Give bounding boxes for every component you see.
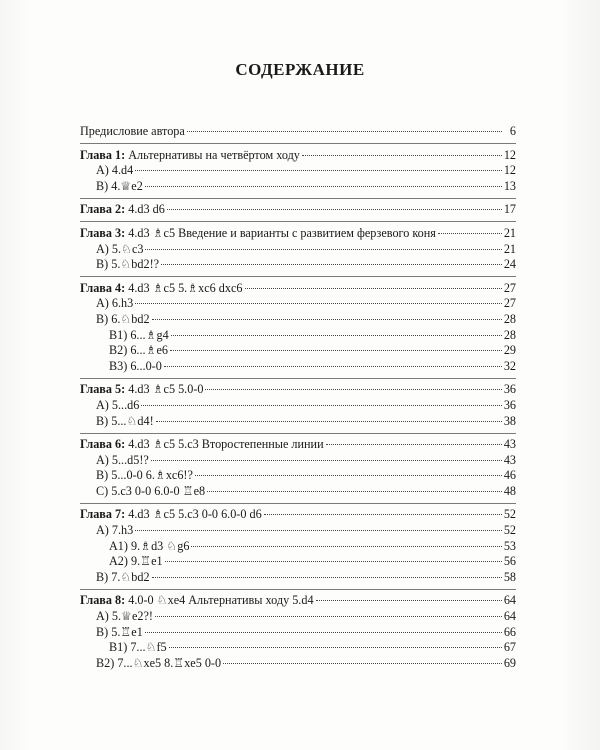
chapter-title: 4.d3 ♗c5 5.0-0	[125, 382, 204, 397]
toc-subentry[interactable]	[80, 328, 516, 344]
leader-dots	[156, 421, 502, 422]
toc-subentry[interactable]	[80, 453, 516, 469]
toc-entry-preface[interactable]	[80, 124, 516, 140]
leader-dots	[145, 186, 502, 187]
toc-entry-text: Предисловие автора	[80, 124, 185, 138]
toc-entry-text: B) 7.♘bd2	[96, 569, 150, 584]
toc-entry-text: A) 6.h3	[96, 296, 134, 311]
toc-entry-text: B1) 7...♘f5	[109, 640, 167, 655]
chapter-title: 4.0-0 ♘xe4 Альтернативы ходу 5.d4	[125, 593, 314, 608]
chapter-label: Глава 6:	[80, 437, 126, 452]
table-of-contents	[80, 124, 516, 671]
toc-chapter-2[interactable]	[80, 202, 516, 218]
leader-dots	[245, 288, 502, 289]
leader-dots	[302, 155, 502, 156]
toc-entry-text: A) 5.♘c3	[96, 241, 144, 256]
toc-page-number: 27	[503, 280, 516, 295]
section-divider	[80, 589, 516, 590]
chapter-label: Глава 3:	[80, 225, 126, 240]
toc-subentry[interactable]	[80, 656, 516, 672]
toc-entry-text: B) 5...0-0 6.♗xc6!?	[96, 468, 193, 483]
toc-chapter-7[interactable]	[80, 507, 516, 523]
toc-chapter-1[interactable]	[80, 148, 516, 164]
leader-dots	[264, 514, 502, 515]
leader-dots	[155, 616, 502, 617]
toc-page-number: 67	[503, 640, 516, 655]
toc-entry-text: B1) 6...♗g4	[109, 327, 169, 342]
leader-dots	[145, 632, 502, 633]
toc-page-number: 64	[503, 609, 516, 624]
chapter-label: Глава 4:	[80, 280, 126, 295]
toc-page-number: 66	[503, 624, 516, 639]
toc-subentry[interactable]	[80, 640, 516, 656]
toc-page-number: 36	[503, 397, 516, 412]
toc-entry-text: A) 4.d4	[96, 163, 134, 178]
toc-page-number: 6	[509, 124, 516, 138]
toc-subentry[interactable]	[80, 359, 516, 375]
toc-subentry[interactable]	[80, 625, 516, 641]
chapter-title: Альтернативы на четвёртом ходу	[125, 147, 300, 162]
section-divider	[80, 221, 516, 222]
toc-subentry[interactable]	[80, 554, 516, 570]
chapter-label: Глава 1:	[80, 147, 126, 162]
leader-dots	[326, 444, 502, 445]
leader-dots	[438, 233, 502, 234]
section-divider	[80, 143, 516, 144]
toc-entry-text: A2) 9.♖e1	[109, 554, 163, 569]
leader-dots	[164, 366, 502, 367]
leader-dots	[135, 170, 502, 171]
toc-page-number: 12	[503, 147, 516, 162]
leader-dots	[195, 475, 502, 476]
toc-subentry[interactable]	[80, 398, 516, 414]
leader-dots	[316, 600, 502, 601]
chapter-title: 4.d3 ♗c5 5.c3 Второстепенные линии	[125, 437, 324, 452]
toc-entry-text: A1) 9.♗d3 ♘g6	[109, 538, 190, 553]
toc-entry-text: B3) 6...0-0	[109, 358, 162, 373]
toc-chapter-4[interactable]	[80, 281, 516, 297]
leader-dots	[165, 561, 502, 562]
chapter-title: 4.d3 d6	[125, 202, 165, 217]
toc-entry-text: B) 4.♕e2	[96, 178, 143, 193]
toc-page-number: 46	[503, 468, 516, 483]
toc-page-number: 32	[503, 358, 516, 373]
toc-subentry[interactable]	[80, 296, 516, 312]
toc-entry-text: B2) 6...♗e6	[109, 343, 168, 358]
leader-dots	[167, 209, 502, 210]
toc-entry-text: B) 5...♘d4!	[96, 413, 154, 428]
toc-subentry[interactable]	[80, 570, 516, 586]
leader-dots	[141, 405, 501, 406]
toc-page-number: 43	[503, 452, 516, 467]
toc-page-number: 53	[503, 538, 516, 553]
toc-subentry[interactable]	[80, 343, 516, 359]
toc-page-number: 17	[503, 202, 516, 217]
toc-subentry[interactable]	[80, 484, 516, 500]
chapter-label: Глава 2:	[80, 202, 126, 217]
leader-dots	[223, 663, 502, 664]
section-divider	[80, 198, 516, 199]
toc-subentry[interactable]	[80, 414, 516, 430]
toc-page-number: 24	[503, 257, 516, 272]
toc-entry-text: B2) 7...♘xe5 8.♖xe5 0-0	[96, 655, 222, 670]
leader-dots	[171, 335, 502, 336]
toc-subentry[interactable]	[80, 539, 516, 555]
toc-subentry[interactable]	[80, 257, 516, 273]
leader-dots	[169, 647, 502, 648]
toc-page-number: 64	[503, 593, 516, 608]
toc-page-number: 52	[503, 507, 516, 522]
toc-entry-text: A) 5...d5!?	[96, 452, 149, 467]
toc-entry-text: B) 5.♖e1	[96, 624, 143, 639]
section-divider	[80, 378, 516, 379]
leader-dots	[152, 577, 502, 578]
section-divider	[80, 503, 516, 504]
leader-dots	[207, 491, 502, 492]
toc-subentry[interactable]	[80, 242, 516, 258]
toc-subentry[interactable]	[80, 609, 516, 625]
toc-subentry[interactable]	[80, 468, 516, 484]
toc-subentry[interactable]	[80, 179, 516, 195]
chapter-label: Глава 5:	[80, 382, 126, 397]
toc-entry-text: B) 6.♘bd2	[96, 311, 150, 326]
toc-subentry[interactable]	[80, 523, 516, 539]
toc-chapter-5[interactable]	[80, 382, 516, 398]
leader-dots	[161, 264, 502, 265]
section-divider	[80, 276, 516, 277]
toc-entry-text: C) 5.c3 0-0 6.0-0 ♖e8	[96, 483, 206, 498]
toc-page-number: 52	[503, 523, 516, 538]
toc-page-number: 28	[503, 327, 516, 342]
toc-page-number: 28	[503, 311, 516, 326]
toc-page-number: 12	[503, 163, 516, 178]
leader-dots	[145, 249, 501, 250]
leader-dots	[152, 319, 502, 320]
chapter-label: Глава 8:	[80, 593, 126, 608]
toc-page-number: 58	[503, 569, 516, 584]
toc-page-number: 21	[503, 241, 516, 256]
leader-dots	[191, 546, 501, 547]
toc-entry-text: A) 5...d6	[96, 397, 140, 412]
toc-page-number: 36	[503, 382, 516, 397]
toc-entry-text: B) 5.♘bd2!?	[96, 257, 160, 272]
leader-dots	[187, 131, 502, 132]
toc-page-number: 13	[503, 178, 516, 193]
toc-entry-text: A) 5.♕e2?!	[96, 609, 153, 624]
toc-page-number: 38	[503, 413, 516, 428]
toc-chapter-6[interactable]	[80, 437, 516, 453]
toc-page-number: 69	[503, 655, 516, 670]
leader-dots	[135, 530, 502, 531]
toc-page-number: 56	[503, 554, 516, 569]
toc-page-number: 48	[503, 483, 516, 498]
chapter-title: 4.d3 ♗c5 Введение и варианты с развитием ферзевого коня	[125, 225, 436, 240]
toc-chapter-8[interactable]	[80, 593, 516, 609]
toc-chapter-3[interactable]	[80, 226, 516, 242]
leader-dots	[135, 303, 502, 304]
toc-page-number: 21	[503, 225, 516, 240]
toc-page-number: 27	[503, 296, 516, 311]
section-divider	[80, 433, 516, 434]
toc-subentry[interactable]	[80, 312, 516, 328]
toc-entry-text: A) 7.h3	[96, 523, 134, 538]
chapter-title: 4.d3 ♗c5 5.c3 0-0 6.0-0 d6	[125, 507, 262, 522]
toc-page-number: 43	[503, 437, 516, 452]
leader-dots	[205, 389, 501, 390]
leader-dots	[151, 460, 502, 461]
chapter-label: Глава 7:	[80, 507, 126, 522]
leader-dots	[170, 350, 502, 351]
chapter-title: 4.d3 ♗c5 5.♗xc6 dxc6	[125, 280, 243, 295]
toc-page-number: 29	[503, 343, 516, 358]
page-title: СОДЕРЖАНИЕ	[235, 60, 365, 79]
toc-subentry[interactable]	[80, 163, 516, 179]
